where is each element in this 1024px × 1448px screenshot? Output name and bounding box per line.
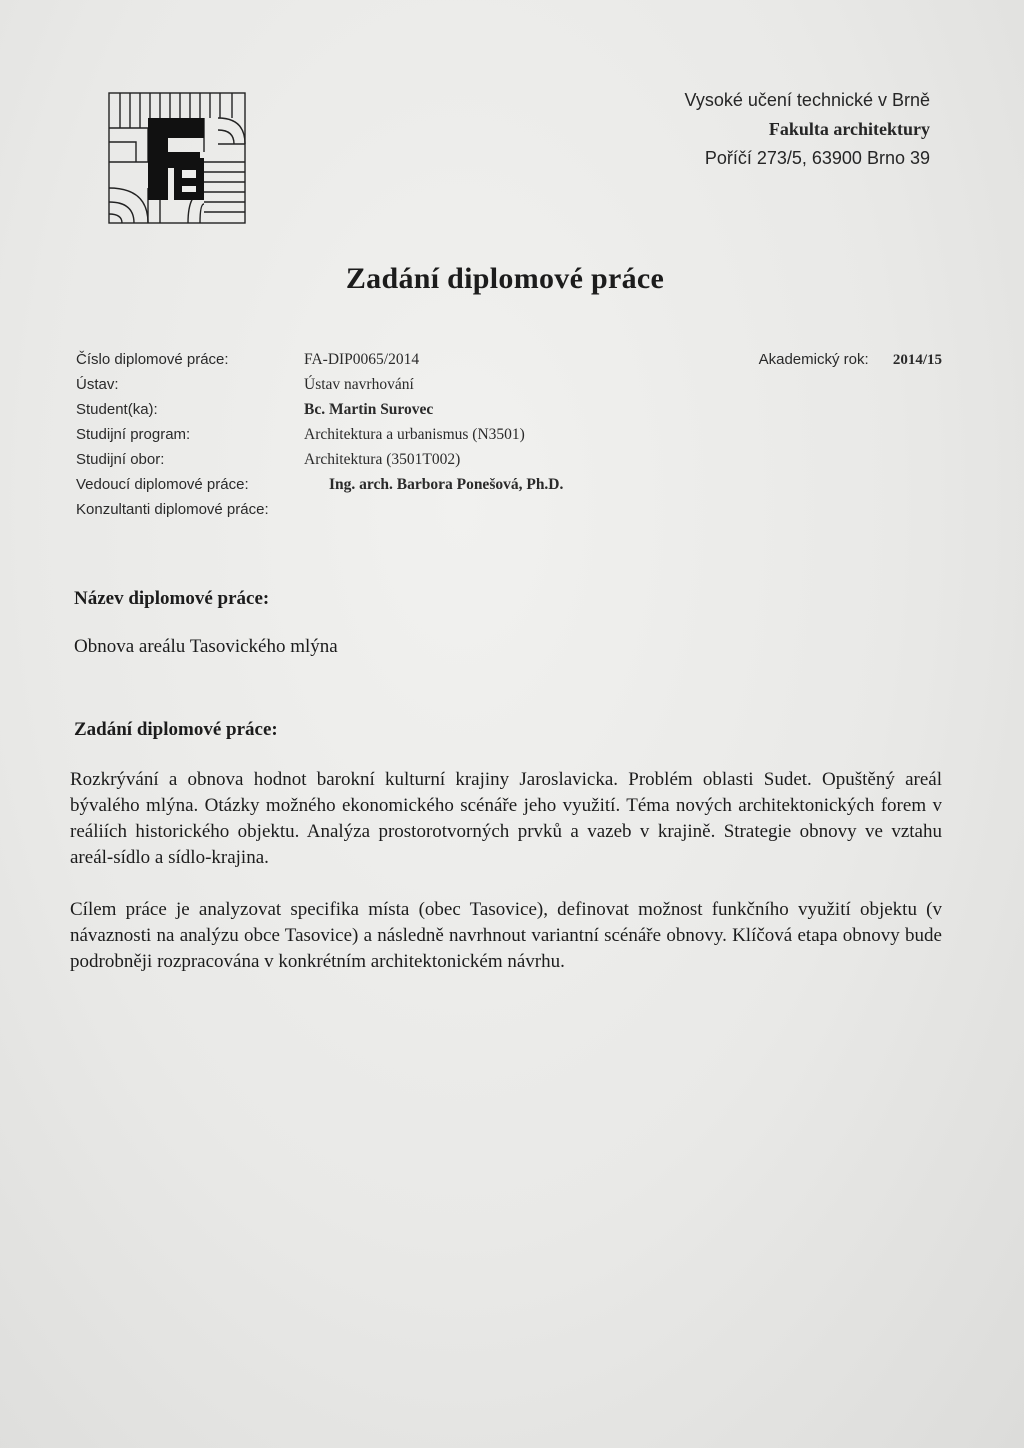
info-row-study-programme <box>76 422 946 447</box>
info-label: Konzultanti diplomové práce: <box>76 501 269 518</box>
info-row-study-field <box>76 447 946 472</box>
thesis-name: Obnova areálu Tasovického mlýna <box>74 636 338 657</box>
info-row-consultants <box>76 497 946 522</box>
info-value: Ústav navrhování <box>304 376 414 393</box>
info-row-supervisor <box>76 472 946 497</box>
assignment-heading: Zadání diplomové práce: <box>74 719 278 740</box>
info-label: Ústav: <box>76 376 119 393</box>
assignment-paragraph: Cílem práce je analyzovat specifika místa (obec Tasovice), definovat možnost funkčního využití objektu (v návaznosti na analýzu obce Tasovice) a následně navrhnout variantní scénáře obnovy. Klíčová etapa obnovy bude podrobněji rozpracována v konkrétním architektonickém návrhu. <box>70 899 942 972</box>
thesis-name-heading: Název diplomové práce: <box>74 588 270 609</box>
institution-address-block <box>685 86 930 173</box>
info-label: Studijní program: <box>76 426 191 443</box>
info-value: FA-DIP0065/2014 <box>304 351 420 368</box>
academic-year-label: Akademický rok: <box>758 351 869 368</box>
faculty-address: Poříčí 273/5, 63900 Brno 39 <box>704 148 930 168</box>
university-name: Vysoké učení technické v Brně <box>684 90 930 110</box>
info-row-institute <box>76 372 946 397</box>
info-label: Student(ka): <box>76 401 158 418</box>
academic-year-value: 2014/15 <box>892 352 942 368</box>
faculty-logo <box>108 92 246 224</box>
faculty-name: Fakulta architektury <box>768 119 930 139</box>
thesis-info-table <box>76 347 946 522</box>
info-label: Studijní obor: <box>76 451 165 468</box>
info-label: Vedoucí diplomové práce: <box>76 476 249 493</box>
info-label: Číslo diplomové práce: <box>76 351 229 368</box>
assignment-paragraph: Rozkrývání a obnova hodnot barokní kulturní krajiny Jaroslavicka. Problém oblasti Sudet. Opuštěný areál bývalého mlýna. Otázky možného ekonomického scénáře jeho využití. Téma nových architektonických forem v reáliích historického objektu. Analýza prostorotvorných prvků a vazeb v krajině. Strategie obnovy ve vztahu areál-sídlo a sídlo-krajina. <box>70 769 942 868</box>
info-value: Architektura a urbanismus (N3501) <box>304 426 525 443</box>
document-title: Zadání diplomové práce <box>345 262 665 295</box>
info-value: Ing. arch. Barbora Ponešová, Ph.D. <box>329 476 564 493</box>
info-row-thesis-number <box>76 347 946 372</box>
info-row-student <box>76 397 946 422</box>
info-value: Architektura (3501T002) <box>304 451 461 468</box>
info-value: Bc. Martin Surovec <box>304 401 434 418</box>
